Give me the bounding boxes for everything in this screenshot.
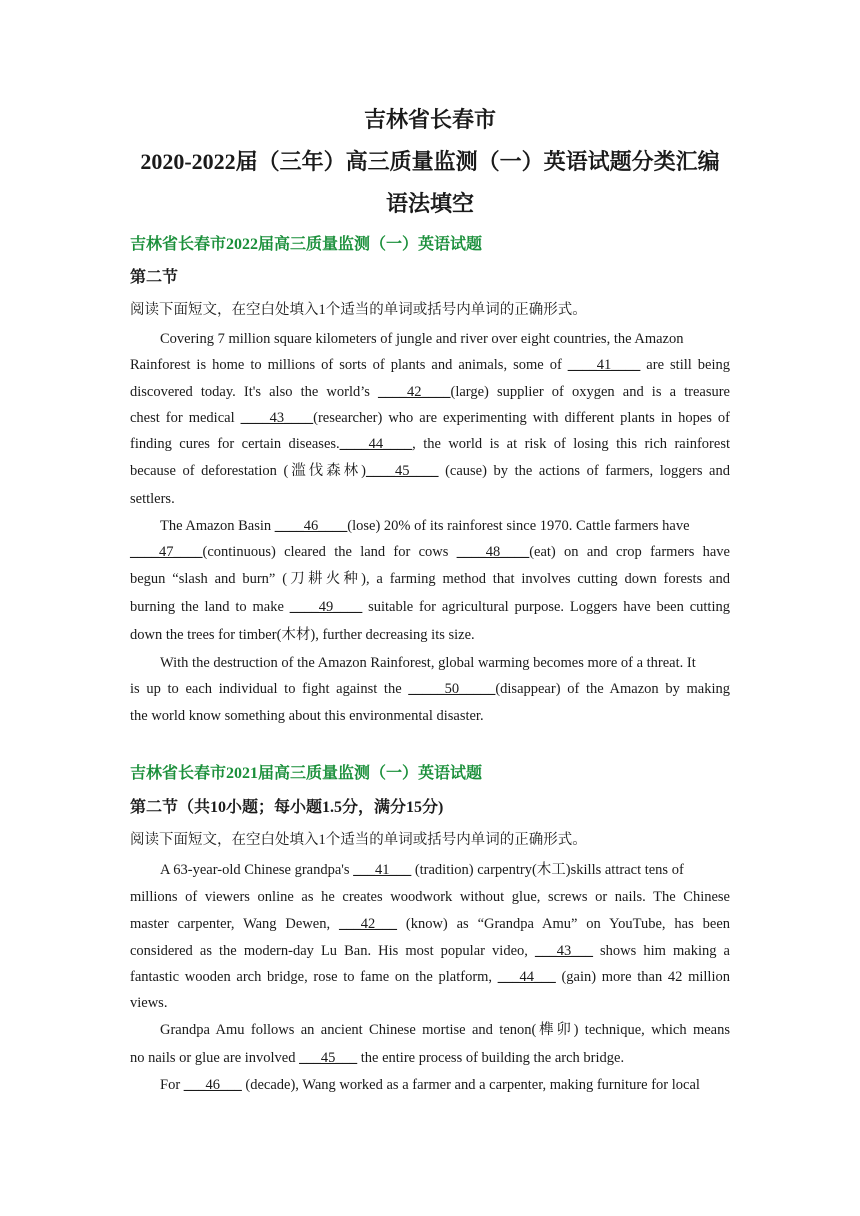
- passage-text: , the world is at risk of losing this rich rainforest: [412, 436, 730, 452]
- passage-text: considered as the modern-day Lu Ban. His most popular video,: [130, 943, 535, 959]
- passage-text: (eat) on and crop farmers have: [529, 544, 730, 560]
- passage-text: Covering 7 million square kilometers of jungle and river over eight countries, the Amazon: [160, 331, 684, 347]
- passage-text: suitable for agricultural purpose. Loggers have been cutting: [362, 599, 730, 615]
- answer-blank: ___44___: [497, 969, 556, 985]
- passage-text: are still being: [640, 357, 731, 373]
- passage-text: Grandpa Amu follows an ancient Chinese mortise and tenon(榫卯) technique, which means: [160, 1022, 730, 1038]
- passage-line: [160, 1020, 730, 1040]
- passage-line: [160, 516, 730, 536]
- passage-line: [130, 625, 730, 645]
- doc-title-region: 吉林省长春市: [363, 107, 496, 132]
- passage-text: begun “slash and burn” (刀耕火种), a farming method that involves cutting down forests and: [130, 571, 730, 587]
- answer-blank: ____45____: [365, 463, 439, 479]
- instruction-2022: 阅读下面短文，在空白处填入1个适当的单词或括号内单词的正确形式。: [130, 302, 587, 318]
- answer-blank: ____42____: [378, 384, 451, 400]
- passage-text: (cause) by the actions of farmers, loggers and: [438, 463, 730, 479]
- passage-line: [130, 914, 730, 934]
- passage-text: because of deforestation (滥伐森林): [130, 463, 366, 479]
- passage-text: (know) as “Grandpa Amu” on YouTube, has been: [397, 916, 730, 932]
- passage-text: A 63-year-old Chinese grandpa's: [160, 862, 354, 878]
- passage-text: (tradition) carpentry(木工)skills attract tens of: [411, 862, 684, 878]
- passage-text: (large) supplier of oxygen and is a treasure: [450, 384, 730, 400]
- passage-line: [160, 1075, 730, 1095]
- instruction-2021: 阅读下面短文，在空白处填入1个适当的单词或括号内单词的正确形式。: [130, 832, 587, 848]
- passage-line: [130, 382, 730, 402]
- passage-line: [160, 653, 730, 673]
- doc-title-topic: 语法填空: [385, 191, 474, 216]
- passage-text: chest for medical: [130, 410, 241, 426]
- answer-blank: ___46___: [183, 1077, 242, 1093]
- doc-title-main: 2020-2022届（三年）高三质量监测（一）英语试题分类汇编: [140, 149, 720, 174]
- passage-line: [130, 887, 730, 907]
- passage-text: (disappear) of the Amazon by making: [495, 681, 730, 697]
- passage-text: settlers.: [130, 491, 175, 507]
- part-heading-2021: 第二节（共10小题；每小题1.5分，满分15分): [130, 799, 444, 816]
- answer-blank: ____43____: [240, 410, 314, 426]
- passage-line: [130, 408, 730, 428]
- passage-text: With the destruction of the Amazon Rainforest, global warming becomes more of a threat. It: [160, 655, 696, 671]
- passage-text: (researcher) who are experimenting with different plants in hopes of: [313, 410, 731, 426]
- passage-text: no nails or glue are involved: [130, 1050, 300, 1066]
- passage-line: [130, 679, 730, 699]
- passage-text: (lose) 20% of its rainforest since 1970. Cattle farmers have: [347, 518, 690, 534]
- answer-blank: ____44____: [339, 436, 413, 452]
- answer-blank: ___41___: [353, 862, 412, 878]
- answer-blank: ____46____: [274, 518, 348, 534]
- passage-text: the world know something about this environmental disaster.: [130, 708, 484, 724]
- passage-text: (gain) more than 42 million: [555, 969, 730, 985]
- passage-line: [130, 941, 730, 961]
- passage-line: [160, 329, 730, 349]
- passage-line: [130, 434, 730, 454]
- passage-text: burning the land to make: [130, 599, 290, 615]
- passage-line: [130, 597, 730, 617]
- passage-text: finding cures for certain diseases.: [130, 436, 340, 452]
- answer-blank: ___43___: [534, 943, 593, 959]
- passage-line: [130, 967, 730, 987]
- passage-line: [130, 993, 730, 1013]
- answer-blank: ____49____: [289, 599, 363, 615]
- passage-line: [130, 706, 730, 726]
- passage-text: down the trees for timber(木材), further decreasing its size.: [130, 627, 475, 643]
- section-heading-2021: 吉林省长春市2021届高三质量监测（一）英语试题: [130, 765, 483, 782]
- passage-text: millions of viewers online as he creates woodwork without glue, screws or nails. The Chinese: [130, 889, 730, 905]
- passage-text: The Amazon Basin: [160, 518, 275, 534]
- passage-text: discovered today. It's also the world’s: [130, 384, 378, 400]
- passage-text: fantastic wooden arch bridge, rose to fame on the platform,: [130, 969, 498, 985]
- answer-blank: _____50_____: [408, 681, 496, 697]
- passage-text: is up to each individual to fight against the: [130, 681, 409, 697]
- passage-text: For: [160, 1077, 184, 1093]
- answer-blank: ____47____: [130, 544, 203, 560]
- answer-blank: ___45___: [299, 1050, 358, 1066]
- part-heading-2022: 第二节: [130, 269, 179, 286]
- passage-text: the entire process of building the arch bridge.: [357, 1050, 625, 1066]
- passage-line: [130, 461, 730, 481]
- passage-line: [130, 542, 730, 562]
- passage-line: [130, 1048, 730, 1068]
- passage-line: [130, 489, 730, 509]
- answer-blank: ___42___: [339, 916, 397, 932]
- passage-line: [130, 355, 730, 375]
- passage-text: (continuous) cleared the land for cows: [202, 544, 457, 560]
- passage-text: (decade), Wang worked as a farmer and a carpenter, making furniture for local: [241, 1077, 700, 1093]
- passage-text: views.: [130, 995, 168, 1011]
- passage-text: master carpenter, Wang Dewen,: [130, 916, 339, 932]
- answer-blank: ____41____: [567, 357, 641, 373]
- answer-blank: ____48____: [456, 544, 530, 560]
- passage-text: shows him making a: [592, 943, 730, 959]
- section-heading-2022: 吉林省长春市2022届高三质量监测（一）英语试题: [130, 236, 483, 253]
- passage-line: [130, 569, 730, 589]
- passage-text: Rainforest is home to millions of sorts of plants and animals, some of: [130, 357, 568, 373]
- passage-line: [160, 860, 730, 880]
